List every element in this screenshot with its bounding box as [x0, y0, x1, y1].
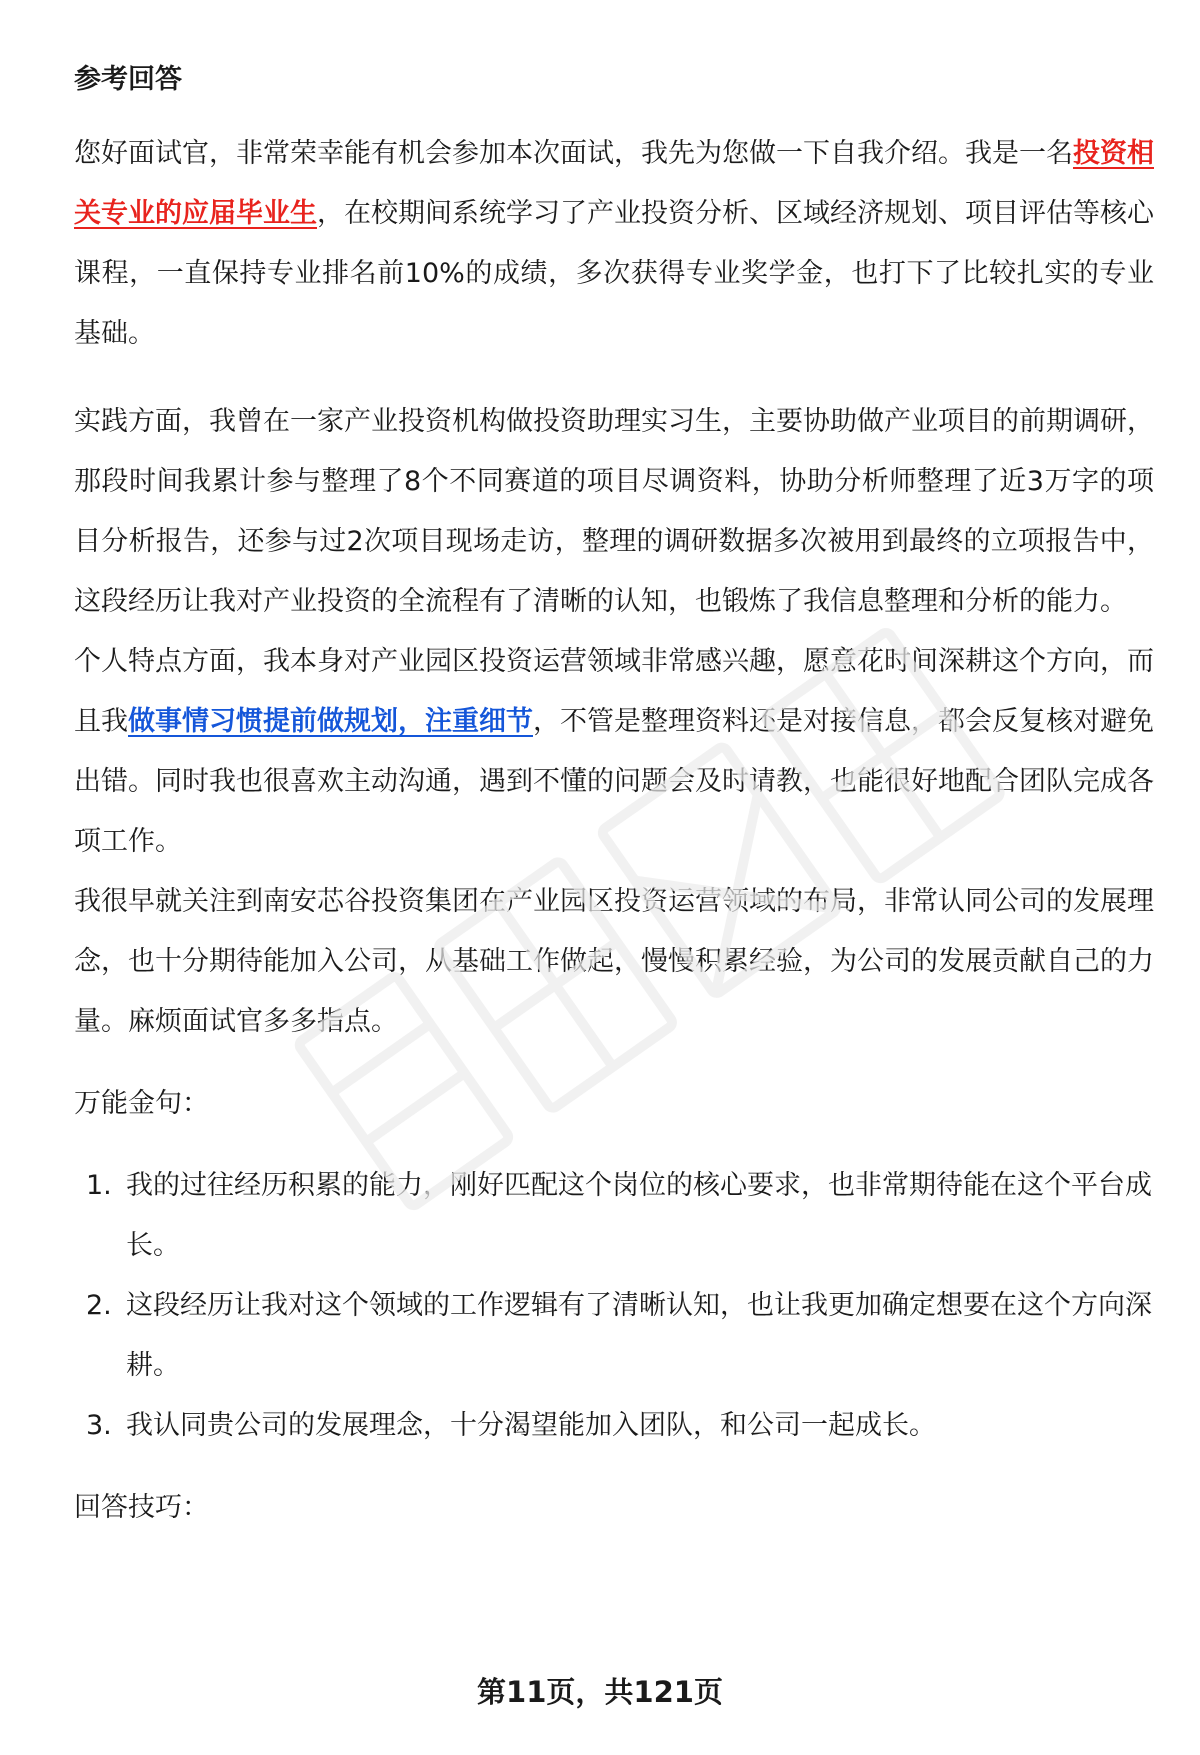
golden-lines-list [74, 1156, 1154, 1456]
list-text: 我的过往经历积累的能力，刚好匹配这个岗位的核心要求，也非常期待能在这个平台成长。 [126, 1170, 1152, 1261]
intro-text-1: 您好面试官，非常荣幸能有机会参加本次面试，我先为您做一下自我介绍。我是一名 [74, 138, 1073, 169]
paragraph-practice: 实践方面，我曾在一家产业投资机构做投资助理实习生，主要协助做产业项目的前期调研，那段时间我累计参与整理了8个不同赛道的项目尽调资料，协助分析师整理了近3万字的项目分析报告，还参与过2次项目现场走访，整理的调研数据多次被用到最终的立项报告中，这段经历让我对产业投资的全流程有了清晰的认知，也锻炼了我信息整理和分析的能力。 [74, 406, 1154, 617]
list-number: 1. [86, 1170, 112, 1201]
tips-label: 回答技巧： [74, 1492, 209, 1523]
page-footer: 第11页，共121页 [477, 1675, 723, 1709]
paragraph-company: 我很早就关注到南安芯谷投资集团在产业园区投资运营领域的布局，非常认同公司的发展理念，也十分期待能加入公司，从基础工作做起，慢慢积累经验，为公司的发展贡献自己的力量。麻烦面试官多多指点。 [74, 886, 1154, 1037]
list-item [74, 1396, 1154, 1456]
highlight-planning: 做事情习惯提前做规划，注重细节 [128, 706, 533, 737]
section-heading: 参考回答 [74, 64, 182, 95]
list-text: 这段经历让我对这个领域的工作逻辑有了清晰认知，也让我更加确定想要在这个方向深耕。 [126, 1290, 1152, 1381]
list-text: 我认同贵公司的发展理念，十分渴望能加入团队，和公司一起成长。 [126, 1410, 936, 1441]
highlight-graduate: 投资相关专业的应届毕业生 [74, 138, 1154, 229]
list-item [74, 1276, 1154, 1396]
list-item [74, 1156, 1154, 1276]
list-number: 3. [86, 1410, 112, 1441]
traits-text-1: 个人特点方面，我本身对产业园区投资运营领域非常感兴趣，愿意花时间深耕这个方向，而且我 [74, 646, 1154, 737]
list-number: 2. [86, 1290, 112, 1321]
paragraph-traits [74, 632, 1154, 872]
document-body [74, 56, 1154, 1532]
paragraph-intro [74, 124, 1154, 364]
traits-text-2: ，不管是整理资料还是对接信息，都会反复核对避免出错。同时我也很喜欢主动沟通，遇到不懂的问题会及时请教，也能很好地配合团队完成各项工作。 [74, 706, 1154, 857]
intro-text-2: ，在校期间系统学习了产业投资分析、区域经济规划、项目评估等核心课程，一直保持专业排名前10%的成绩，多次获得专业奖学金，也打下了比较扎实的专业基础。 [74, 198, 1154, 349]
golden-lines-label: 万能金句： [74, 1088, 209, 1119]
